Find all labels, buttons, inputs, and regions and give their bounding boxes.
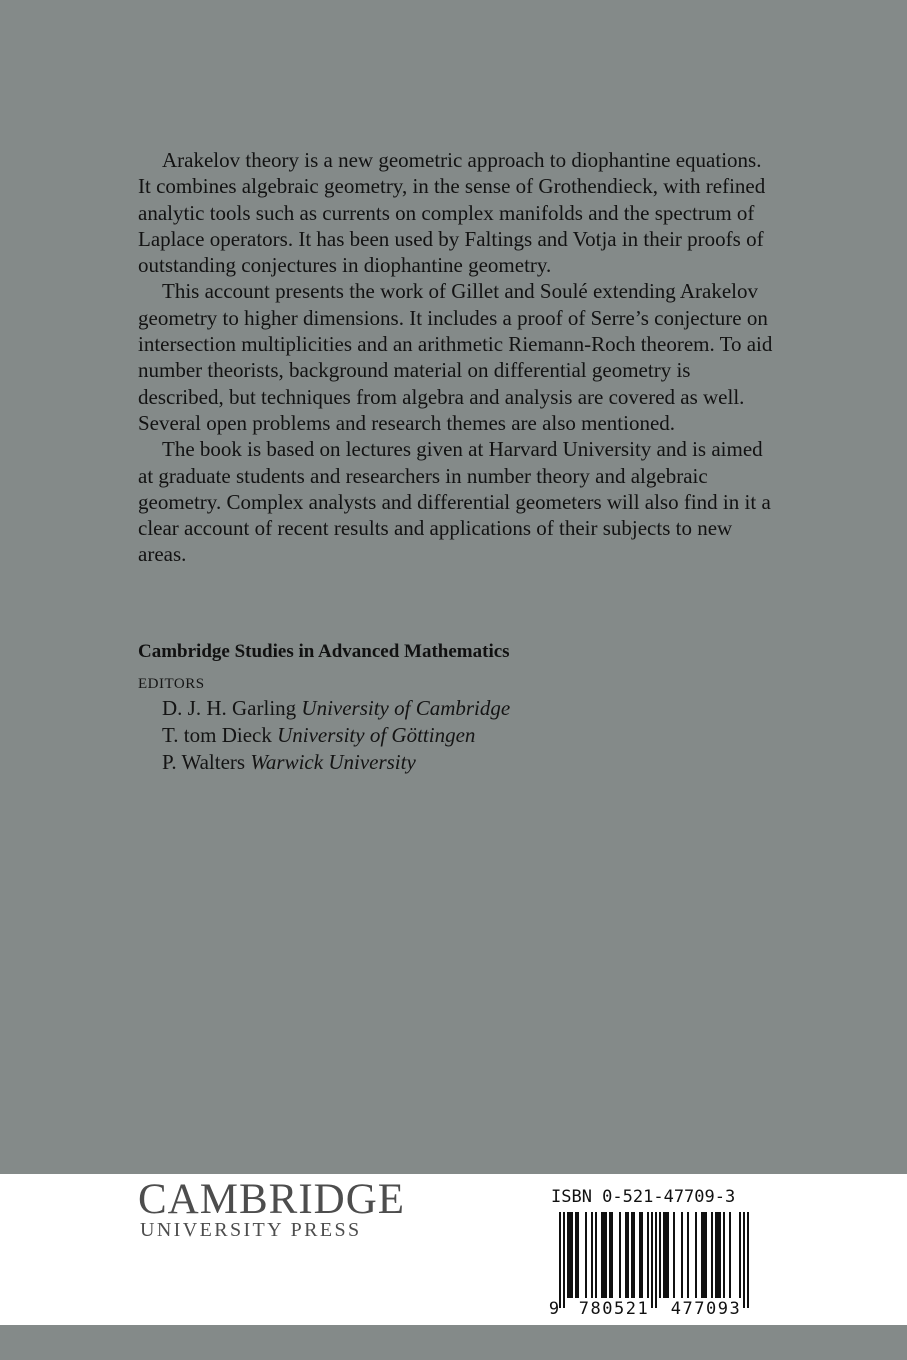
back-cover-blurb [138, 147, 778, 568]
barcode-bar [575, 1212, 577, 1298]
barcode-bar [703, 1212, 705, 1298]
barcode-bar [631, 1212, 633, 1298]
barcode-bar [667, 1212, 669, 1298]
barcode-bar [715, 1212, 717, 1298]
barcode-digits-left: 780521 [578, 1299, 650, 1316]
barcode-bar [563, 1212, 565, 1308]
editors-label: EDITORS [138, 676, 205, 692]
publisher-name: CAMBRIDGE [138, 1176, 406, 1223]
barcode-bar [705, 1212, 707, 1298]
editor-entry [162, 695, 510, 722]
barcode-bar [625, 1212, 627, 1298]
barcode-digits-right: 477093 [670, 1299, 742, 1316]
barcode-bar [663, 1212, 665, 1298]
barcode-bar [571, 1212, 573, 1298]
barcode-bar [591, 1212, 593, 1298]
barcode-bar [711, 1212, 713, 1298]
blurb-paragraph-1: Arakelov theory is a new geometric approach to diophantine equations. It combines algebraic geometry, in the sense of Grothendieck, with refined analytic tools such as currents on complex manifolds and the spectrum of Laplace operators. It has been used by Faltings and Votja in their proofs of outstanding conjectures in diophantine geometry. [138, 148, 766, 278]
barcode-bar [567, 1212, 569, 1298]
barcode-bars [559, 1212, 749, 1308]
isbn-label: ISBN 0-521-47709-3 [551, 1187, 736, 1207]
editors-list [162, 695, 510, 776]
barcode-bar [619, 1212, 621, 1298]
barcode-bar [627, 1212, 629, 1298]
barcode-bar [605, 1212, 607, 1298]
barcode-bar [585, 1212, 587, 1298]
barcode-bar [681, 1212, 683, 1298]
barcode-bar [655, 1212, 657, 1308]
ean-barcode [548, 1212, 756, 1316]
barcode-bar [577, 1212, 579, 1298]
barcode-bar [651, 1212, 653, 1308]
barcode-bar [719, 1212, 721, 1298]
barcode-bar [647, 1212, 649, 1298]
barcode-bar [695, 1212, 697, 1298]
editor-name: P. Walters [162, 750, 246, 774]
barcode-bar [701, 1212, 703, 1298]
editor-name: D. J. H. Garling [162, 696, 297, 720]
barcode-bar [603, 1212, 605, 1298]
editor-affiliation: Warwick University [250, 750, 416, 774]
bottom-margin [0, 1325, 907, 1360]
barcode-bar [611, 1212, 613, 1298]
barcode-bar [595, 1212, 597, 1298]
barcode-bar [633, 1212, 635, 1298]
footer-band [0, 1174, 907, 1325]
barcode-bar [659, 1212, 661, 1298]
series-title: Cambridge Studies in Advanced Mathematics [138, 641, 510, 662]
barcode-bar [665, 1212, 667, 1298]
barcode-bar [673, 1212, 675, 1298]
barcode-bar [739, 1212, 741, 1298]
barcode-bar [747, 1212, 749, 1308]
barcode-bar [601, 1212, 603, 1298]
barcode-bar [639, 1212, 641, 1298]
barcode-bar [609, 1212, 611, 1298]
barcode-bar [569, 1212, 571, 1298]
barcode-digit-first: 9 [548, 1299, 560, 1316]
publisher-press: UNIVERSITY PRESS [140, 1219, 362, 1241]
blurb-paragraph-2: This account presents the work of Gillet and Soulé extending Arakelov geometry to higher dimensions. It includes a proof of Serre’s conjecture on intersection multiplicities and an arithmetic Riemann-Roch theorem. To aid number theorists, background material on differential geometry is described, but techniques from algebra and analysis are covered as well. Several open problems and research themes are also mentioned. [138, 279, 773, 435]
editor-affiliation: University of Cambridge [301, 696, 511, 720]
barcode-bar [729, 1212, 731, 1298]
editor-entry [162, 749, 510, 776]
editor-affiliation: University of Göttingen [277, 723, 476, 747]
editor-name: T. tom Dieck [162, 723, 272, 747]
editor-entry [162, 722, 510, 749]
blurb-paragraph-3: The book is based on lectures given at Harvard University and is aimed at graduate students and researchers in number theory and algebraic geometry. Complex analysts and differential geometers will also find in it a clear account of recent results and applications of their subjects to new areas. [138, 437, 771, 567]
barcode-bar [641, 1212, 643, 1298]
barcode-bar [687, 1212, 689, 1298]
barcode-bar [743, 1212, 745, 1308]
barcode-bar [723, 1212, 725, 1298]
barcode-bar [559, 1212, 561, 1308]
barcode-bar [717, 1212, 719, 1298]
